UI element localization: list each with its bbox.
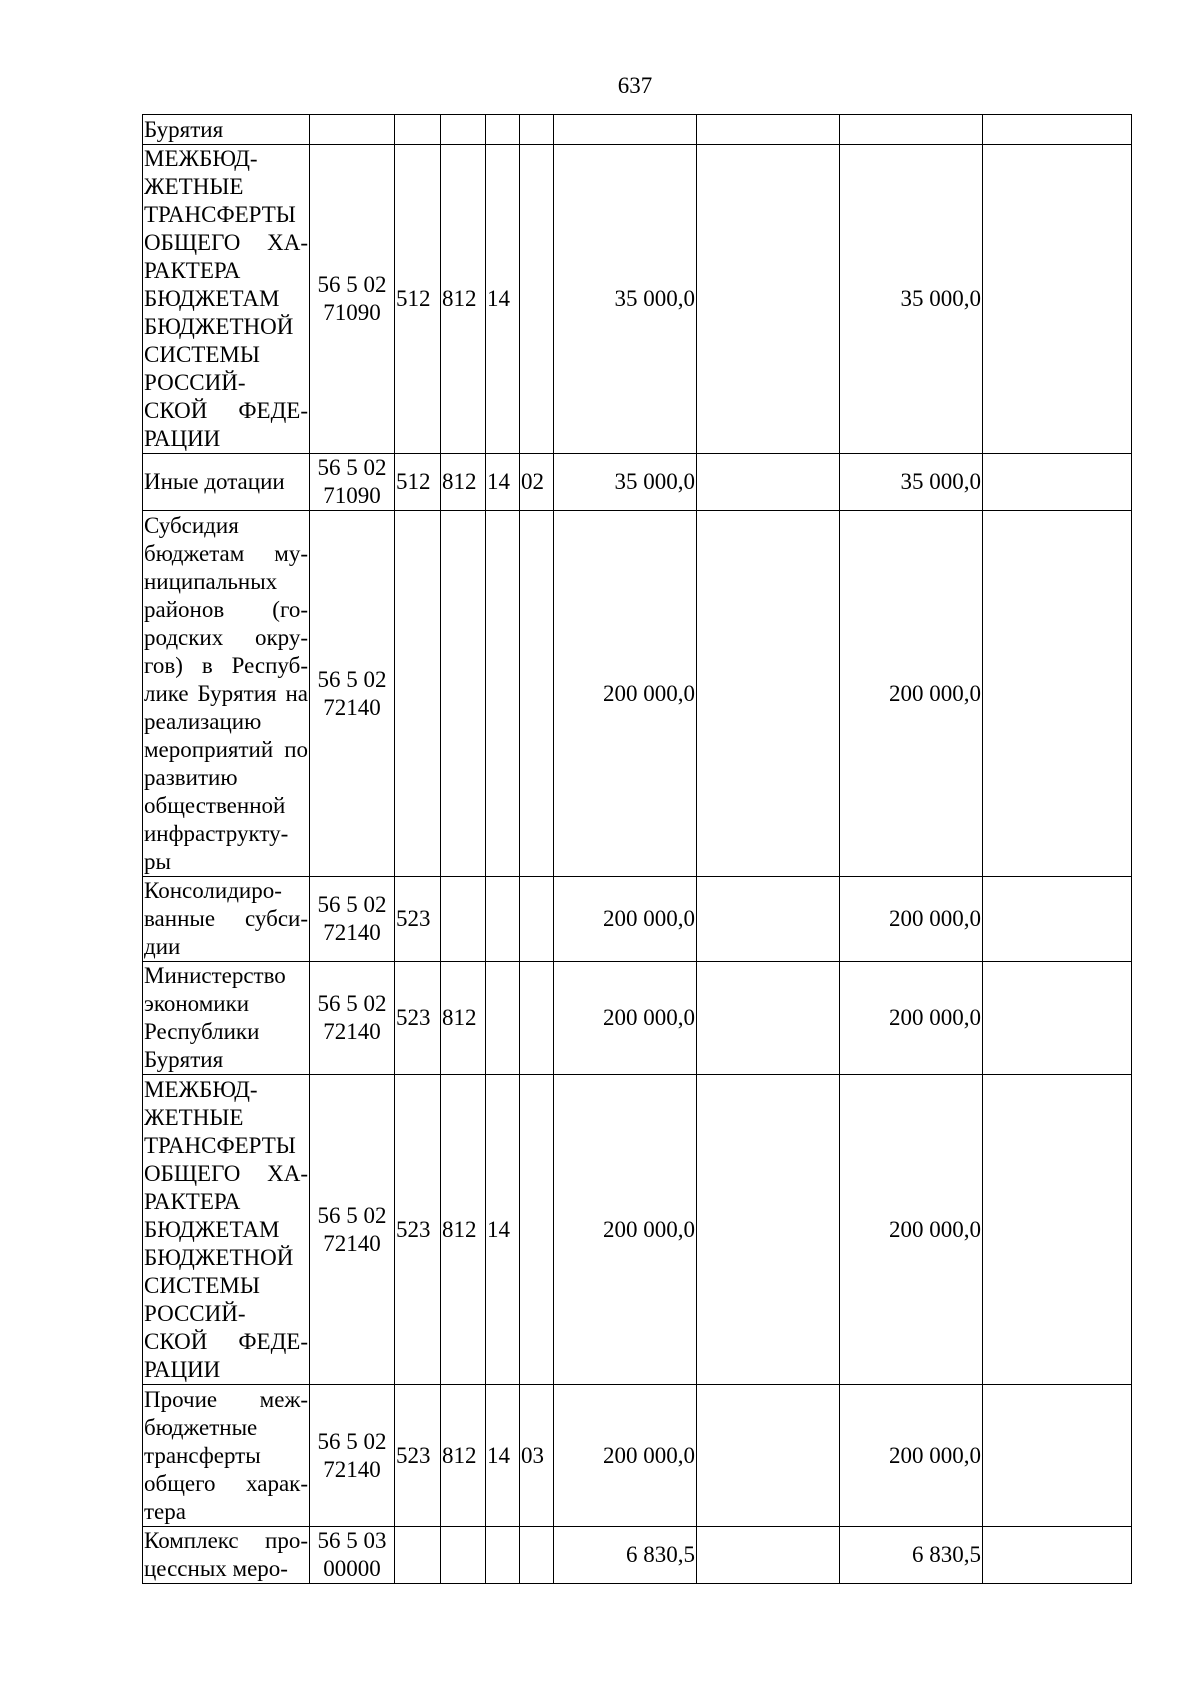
target-article-cell: 56 5 02 71090 bbox=[310, 454, 395, 511]
row-name-cell: Консолидиро-ванные субси-дии bbox=[143, 877, 310, 962]
amount-cell-1: 35 000,0 bbox=[554, 145, 697, 454]
amount-cell-3: 200 000,0 bbox=[840, 511, 983, 877]
section-cell bbox=[486, 115, 520, 145]
section-cell: 14 bbox=[486, 1385, 520, 1527]
admin-code-cell: 812 bbox=[441, 1385, 486, 1527]
amount-cell-4 bbox=[983, 1385, 1132, 1527]
admin-code-cell: 812 bbox=[441, 454, 486, 511]
amount-cell-2 bbox=[697, 877, 840, 962]
row-name-cell: Иные дотации bbox=[143, 454, 310, 511]
admin-code-cell bbox=[441, 1527, 486, 1584]
amount-cell-1: 200 000,0 bbox=[554, 1075, 697, 1385]
table-row bbox=[143, 962, 1132, 1075]
section-cell bbox=[486, 1527, 520, 1584]
amount-cell-4 bbox=[983, 115, 1132, 145]
expense-type-cell: 523 bbox=[395, 1075, 441, 1385]
subsection-cell: 02 bbox=[520, 454, 554, 511]
amount-cell-3: 35 000,0 bbox=[840, 145, 983, 454]
subsection-cell bbox=[520, 877, 554, 962]
amount-cell-2 bbox=[697, 145, 840, 454]
row-name-cell: Субсидия бюджетам му-ниципальных районов (го-родских окру-гов) в Респуб-лике Бурятия на реализацию мероприятий по развитию общественной инфраструкту-ры bbox=[143, 511, 310, 877]
section-cell bbox=[486, 511, 520, 877]
target-article-cell: 56 5 03 00000 bbox=[310, 1527, 395, 1584]
amount-cell-1: 6 830,5 bbox=[554, 1527, 697, 1584]
table-row bbox=[143, 511, 1132, 877]
expense-type-cell bbox=[395, 115, 441, 145]
amount-cell-4 bbox=[983, 877, 1132, 962]
amount-cell-3: 200 000,0 bbox=[840, 962, 983, 1075]
amount-cell-4 bbox=[983, 511, 1132, 877]
expense-type-cell: 512 bbox=[395, 145, 441, 454]
amount-cell-3: 200 000,0 bbox=[840, 1385, 983, 1527]
target-article-cell: 56 5 02 72140 bbox=[310, 877, 395, 962]
target-article-cell: 56 5 02 71090 bbox=[310, 145, 395, 454]
section-cell: 14 bbox=[486, 454, 520, 511]
row-name-cell: МЕЖБЮД-ЖЕТНЫЕ ТРАНСФЕРТЫ ОБЩЕГО ХА-РАКТЕРА БЮДЖЕТАМ БЮДЖЕТНОЙ СИСТЕМЫ РОССИЙ-СКОЙ ФЕДЕ-РАЦИИ bbox=[143, 1075, 310, 1385]
subsection-cell bbox=[520, 1075, 554, 1385]
amount-cell-1: 35 000,0 bbox=[554, 454, 697, 511]
expense-type-cell: 523 bbox=[395, 962, 441, 1075]
section-cell bbox=[486, 962, 520, 1075]
amount-cell-4 bbox=[983, 145, 1132, 454]
row-name-cell: Министерство экономики Республики Бурятия bbox=[143, 962, 310, 1075]
expense-type-cell: 512 bbox=[395, 454, 441, 511]
amount-cell-1: 200 000,0 bbox=[554, 1385, 697, 1527]
amount-cell-4 bbox=[983, 962, 1132, 1075]
page-number: 637 bbox=[617, 73, 653, 98]
section-cell: 14 bbox=[486, 1075, 520, 1385]
subsection-cell bbox=[520, 1527, 554, 1584]
amount-cell-2 bbox=[697, 1075, 840, 1385]
amount-cell-3: 6 830,5 bbox=[840, 1527, 983, 1584]
table-row bbox=[143, 877, 1132, 962]
target-article-cell bbox=[310, 115, 395, 145]
table-row bbox=[143, 145, 1132, 454]
admin-code-cell bbox=[441, 115, 486, 145]
amount-cell-2 bbox=[697, 511, 840, 877]
budget-table bbox=[142, 114, 1132, 1584]
subsection-cell: 03 bbox=[520, 1385, 554, 1527]
amount-cell-3: 200 000,0 bbox=[840, 1075, 983, 1385]
table-row bbox=[143, 1385, 1132, 1527]
amount-cell-4 bbox=[983, 1527, 1132, 1584]
section-cell: 14 bbox=[486, 145, 520, 454]
expense-type-cell bbox=[395, 511, 441, 877]
amount-cell-1: 200 000,0 bbox=[554, 962, 697, 1075]
amount-cell-4 bbox=[983, 454, 1132, 511]
amount-cell-2 bbox=[697, 1385, 840, 1527]
target-article-cell: 56 5 02 72140 bbox=[310, 1075, 395, 1385]
amount-cell-2 bbox=[697, 115, 840, 145]
table-row bbox=[143, 454, 1132, 511]
amount-cell-3 bbox=[840, 115, 983, 145]
admin-code-cell bbox=[441, 877, 486, 962]
table-row bbox=[143, 1075, 1132, 1385]
section-cell bbox=[486, 877, 520, 962]
expense-type-cell: 523 bbox=[395, 877, 441, 962]
amount-cell-2 bbox=[697, 454, 840, 511]
target-article-cell: 56 5 02 72140 bbox=[310, 511, 395, 877]
amount-cell-1: 200 000,0 bbox=[554, 877, 697, 962]
amount-cell-1: 200 000,0 bbox=[554, 511, 697, 877]
row-name-cell: Прочие меж-бюджетные трансферты общего харак-тера bbox=[143, 1385, 310, 1527]
row-name-cell: Бурятия bbox=[143, 115, 310, 145]
amount-cell-2 bbox=[697, 962, 840, 1075]
row-name-cell: МЕЖБЮД-ЖЕТНЫЕ ТРАНСФЕРТЫ ОБЩЕГО ХА-РАКТЕРА БЮДЖЕТАМ БЮДЖЕТНОЙ СИСТЕМЫ РОССИЙ-СКОЙ ФЕДЕ-РАЦИИ bbox=[143, 145, 310, 454]
table-row bbox=[143, 115, 1132, 145]
table-row bbox=[143, 1527, 1132, 1584]
subsection-cell bbox=[520, 511, 554, 877]
amount-cell-4 bbox=[983, 1075, 1132, 1385]
subsection-cell bbox=[520, 962, 554, 1075]
expense-type-cell: 523 bbox=[395, 1385, 441, 1527]
amount-cell-1 bbox=[554, 115, 697, 145]
amount-cell-3: 200 000,0 bbox=[840, 877, 983, 962]
subsection-cell bbox=[520, 115, 554, 145]
amount-cell-3: 35 000,0 bbox=[840, 454, 983, 511]
admin-code-cell: 812 bbox=[441, 145, 486, 454]
admin-code-cell: 812 bbox=[441, 962, 486, 1075]
admin-code-cell: 812 bbox=[441, 1075, 486, 1385]
admin-code-cell bbox=[441, 511, 486, 877]
row-name-cell: Комплекс про-цессных меро- bbox=[143, 1527, 310, 1584]
amount-cell-2 bbox=[697, 1527, 840, 1584]
target-article-cell: 56 5 02 72140 bbox=[310, 962, 395, 1075]
subsection-cell bbox=[520, 145, 554, 454]
target-article-cell: 56 5 02 72140 bbox=[310, 1385, 395, 1527]
expense-type-cell bbox=[395, 1527, 441, 1584]
